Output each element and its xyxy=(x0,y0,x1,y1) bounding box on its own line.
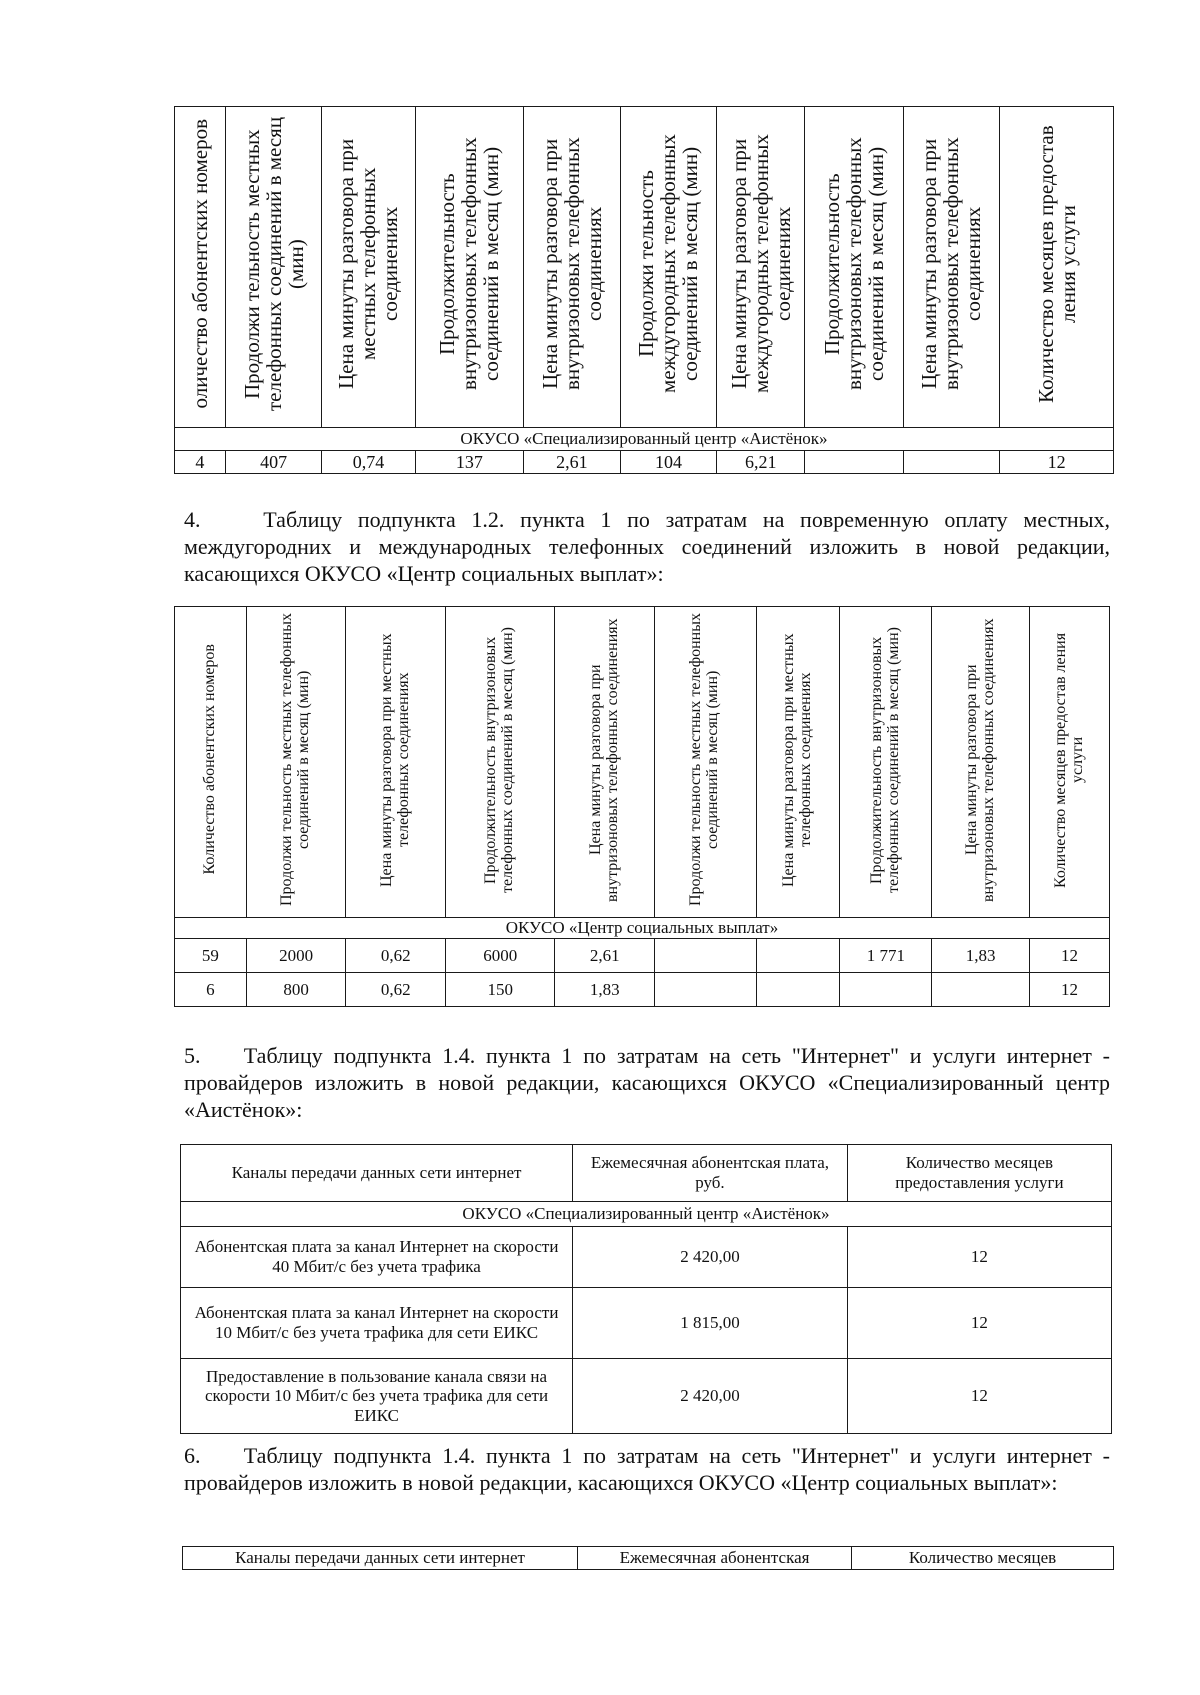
table-cell: 104 xyxy=(620,451,717,474)
table-2-header-cell: Количество абонентских номеров xyxy=(175,607,247,918)
table-1-header-cell: Продолжительность внутризоновых телефонных соединений в месяц (мин) xyxy=(805,107,903,428)
table-3-org-row xyxy=(181,1202,1112,1227)
table-cell: 150 xyxy=(446,973,555,1007)
table-cell: 4 xyxy=(175,451,226,474)
table-3 xyxy=(180,1144,1112,1434)
table-2-org-name: ОКУСО «Центр социальных выплат» xyxy=(175,918,1110,939)
table-cell: 2000 xyxy=(246,939,346,973)
table-1-header-cell: Цена минуты разговора при междугородных телефонных соединениях xyxy=(717,107,805,428)
table-cell: 1 771 xyxy=(840,939,932,973)
table-row xyxy=(181,1288,1112,1359)
table-cell: 0,62 xyxy=(346,973,446,1007)
table-3-org-name: ОКУСО «Специализированный центр «Аистёнок» xyxy=(181,1202,1112,1227)
table-cell xyxy=(932,973,1030,1007)
table-cell xyxy=(756,939,840,973)
table-cell: 12 xyxy=(847,1227,1111,1288)
table-cell: 2,61 xyxy=(524,451,621,474)
table-2-header-row xyxy=(175,607,1110,918)
table-cell: 407 xyxy=(225,451,322,474)
table-cell xyxy=(654,973,756,1007)
table-cell: 2 420,00 xyxy=(573,1227,848,1288)
table-1-header-cell: Цена минуты разговора при местных телефонных соединениях xyxy=(322,107,415,428)
table-row xyxy=(175,939,1110,973)
table-cell xyxy=(903,451,1000,474)
table-4-header-cell: Ежемесячная абонентская xyxy=(578,1547,852,1570)
table-cell: 2,61 xyxy=(555,939,655,973)
table-cell xyxy=(756,973,840,1007)
table-cell: Абонентская плата за канал Интернет на скорости 10 Мбит/с без учета трафика для сети ЕИКС xyxy=(181,1288,573,1359)
table-1-header-cell: Цена минуты разговора при внутризоновых телефонных соединениях xyxy=(524,107,621,428)
table-cell: 12 xyxy=(1000,451,1114,474)
table-cell: Абонентская плата за канал Интернет на скорости 40 Мбит/с без учета трафика xyxy=(181,1227,573,1288)
table-cell: 6 xyxy=(175,973,247,1007)
table-1-header-cell: Продолжи тельность междугородных телефонных соединений в месяц (мин) xyxy=(620,107,717,428)
table-4 xyxy=(182,1546,1114,1570)
table-1-header-cell: оличество абонентских номеров xyxy=(175,107,226,428)
table-cell: 1,83 xyxy=(555,973,655,1007)
table-cell: Предоставление в пользование канала связи на скорости 10 Мбит/с без учета трафика для сети ЕИКС xyxy=(181,1359,573,1434)
table-1-header-cell: Продолжительность внутризоновых телефонных соединений в месяц (мин) xyxy=(415,107,524,428)
table-row xyxy=(181,1359,1112,1434)
paragraph-5: 5. Таблицу подпункта 1.4. пункта 1 по затратам на сеть "Интернет" и услуги интернет - провайдеров изложить в новой редакции, касающихся ОКУСО «Специализированный центр «Аистёнок»: xyxy=(184,1043,1110,1122)
table-3-header-cell: Ежемесячная абонентская плата, руб. xyxy=(573,1145,848,1202)
table-cell: 0,74 xyxy=(322,451,415,474)
paragraph-4: 4. Таблицу подпункта 1.2. пункта 1 по затратам на повременную оплату местных, междугородних и международных телефонных соединений изложить в новой редакции, касающихся ОКУСО «Центр социальных выплат»: xyxy=(184,507,1110,586)
table-2-header-cell: Количество месяцев предостав ления услуги xyxy=(1029,607,1109,918)
table-2-header-cell: Цена минуты разговора при местных телефонных соединениях xyxy=(756,607,840,918)
table-3-header-cell: Каналы передачи данных сети интернет xyxy=(181,1145,573,1202)
table-4-header-row xyxy=(183,1547,1114,1570)
table-cell: 6,21 xyxy=(717,451,805,474)
table-cell: 12 xyxy=(847,1359,1111,1434)
table-2-header-cell: Продолжительность внутризоновых телефонных соединений в месяц (мин) xyxy=(840,607,932,918)
table-3-header-cell: Количество месяцев предоставления услуги xyxy=(847,1145,1111,1202)
table-2-org-row xyxy=(175,918,1110,939)
table-cell: 12 xyxy=(1029,939,1109,973)
table-3-header-row xyxy=(181,1145,1112,1202)
table-cell: 800 xyxy=(246,973,346,1007)
table-cell: 2 420,00 xyxy=(573,1359,848,1434)
table-cell: 1 815,00 xyxy=(573,1288,848,1359)
table-cell xyxy=(654,939,756,973)
table-1-header-cell: Цена минуты разговора при внутризоновых телефонных соединениях xyxy=(903,107,1000,428)
table-2-header-cell: Продолжи тельность местных телефонных соединений в месяц (мин) xyxy=(654,607,756,918)
table-cell: 12 xyxy=(1029,973,1109,1007)
table-4-header-cell: Каналы передачи данных сети интернет xyxy=(183,1547,578,1570)
table-1-header-row xyxy=(175,107,1114,428)
table-cell: 6000 xyxy=(446,939,555,973)
table-cell: 12 xyxy=(847,1288,1111,1359)
table-2-header-cell: Цена минуты разговора при местных телефонных соединениях xyxy=(346,607,446,918)
table-cell xyxy=(805,451,903,474)
table-row xyxy=(181,1227,1112,1288)
table-2 xyxy=(174,606,1110,1007)
table-cell: 137 xyxy=(415,451,524,474)
table-1-header-cell: Количество месяцев предостав ления услуги xyxy=(1000,107,1114,428)
table-cell xyxy=(840,973,932,1007)
table-cell: 59 xyxy=(175,939,247,973)
table-1-org-row xyxy=(175,428,1114,451)
table-2-header-cell: Продолжи тельность местных телефонных соединений в месяц (мин) xyxy=(246,607,346,918)
table-4-header-cell: Количество месяцев xyxy=(852,1547,1114,1570)
table-1-header-cell: Продолжи тельность местных телефонных соединений в месяц (мин) xyxy=(225,107,322,428)
table-cell: 1,83 xyxy=(932,939,1030,973)
table-1 xyxy=(174,106,1114,474)
table-cell: 0,62 xyxy=(346,939,446,973)
table-2-header-cell: Продолжительность внутризоновых телефонных соединений в месяц (мин) xyxy=(446,607,555,918)
paragraph-6: 6. Таблицу подпункта 1.4. пункта 1 по затратам на сеть "Интернет" и услуги интернет - провайдеров изложить в новой редакции, касающихся ОКУСО «Центр социальных выплат»: xyxy=(184,1443,1110,1495)
table-2-header-cell: Цена минуты разговора при внутризоновых телефонных соединениях xyxy=(555,607,655,918)
table-row xyxy=(175,973,1110,1007)
table-row xyxy=(175,451,1114,474)
table-1-org-name: ОКУСО «Специализированный центр «Аистёнок» xyxy=(175,428,1114,451)
table-2-header-cell: Цена минуты разговора при внутризоновых телефонных соединениях xyxy=(932,607,1030,918)
